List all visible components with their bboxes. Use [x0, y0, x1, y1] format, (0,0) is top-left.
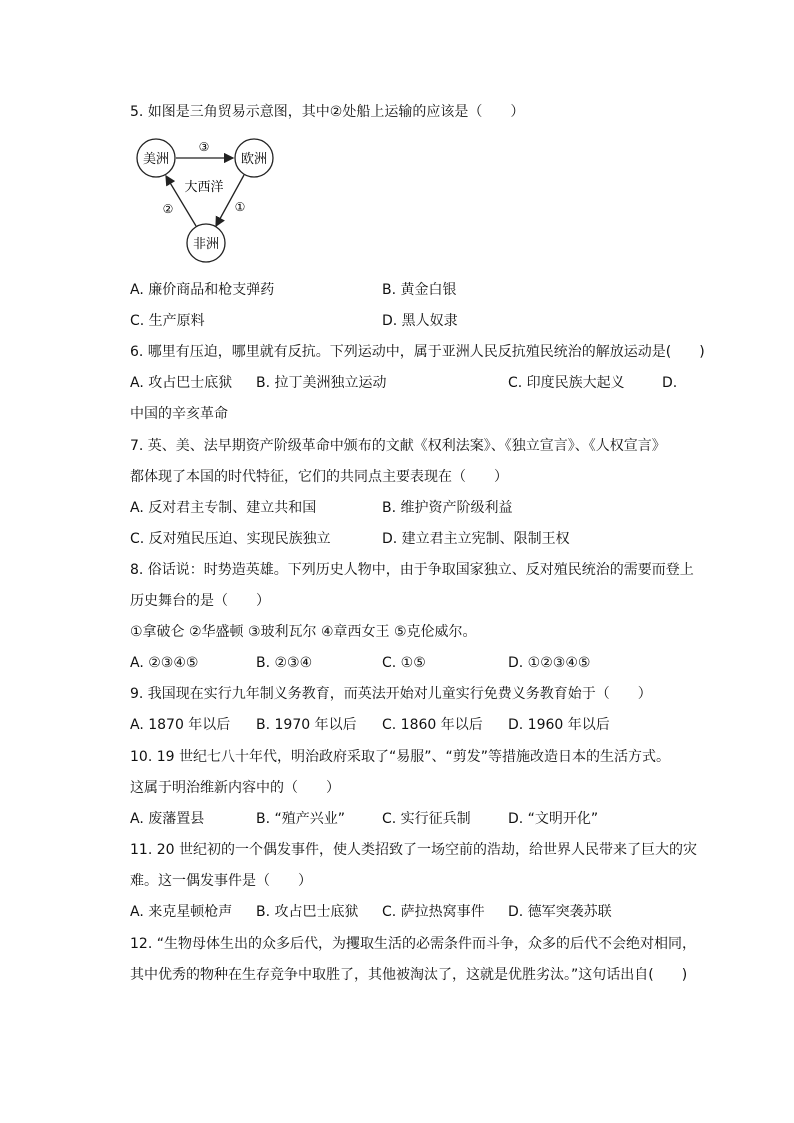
q11-stem-line1: 11. 20 世纪初的一个偶发事件，使人类招致了一场空前的浩劫，给世界人民带来了巨大的灾	[130, 842, 697, 858]
q9-option-a: A. 1870 年以后	[130, 717, 231, 733]
q7-option-c: C. 反对殖民压迫、实现民族独立	[130, 531, 331, 547]
q7-stem-line1: 7. 英、美、法早期资产阶级革命中颁布的文献《权利法案》、《独立宣言》、《人权宣言》	[130, 438, 666, 454]
q11-option-d: D. 德军突袭苏联	[508, 904, 612, 920]
q11-stem-line2: 难。这一偶发事件是（ ）	[130, 873, 312, 889]
q12-stem-line2: 其中优秀的物种在生存竞争中取胜了，其他被淘汰了，这就是优胜劣汰。”这句话出自( )	[130, 967, 688, 983]
q10-stem-line2: 这属于明治维新内容中的（ ）	[130, 780, 340, 796]
q6-option-b: B. 拉丁美洲独立运动	[256, 375, 387, 391]
route-label-1: ①	[234, 200, 246, 214]
q9-option-d: D. 1960 年以后	[508, 717, 610, 733]
q6-option-d-text: 中国的辛亥革命	[130, 406, 228, 422]
ocean-label: 大西洋	[184, 180, 224, 195]
q10-stem-line1: 10. 19 世纪七八十年代，明治政府采取了“易服”、“剪发”等措施改造日本的生活方式。	[130, 749, 670, 765]
q10-option-d: D. “文明开化”	[508, 811, 599, 827]
q7-option-d: D. 建立君主立宪制、限制王权	[382, 531, 570, 547]
q8-option-d: D. ①②③④⑤	[508, 655, 591, 671]
triangular-trade-diagram	[128, 135, 278, 265]
q11-option-b: B. 攻占巴士底狱	[256, 904, 359, 920]
q8-stem-line2: 历史舞台的是（ ）	[130, 593, 270, 609]
q12-stem-line1: 12. “生物母体生出的众多后代，为攫取生活的必需条件而斗争，众多的后代不会绝对相同，	[130, 936, 696, 952]
q11-option-c: C. 萨拉热窝事件	[382, 904, 485, 920]
q5-stem: 5. 如图是三角贸易示意图，其中②处船上运输的应该是（ ）	[130, 104, 525, 120]
q10-option-c: C. 实行征兵制	[382, 811, 471, 827]
q6-option-c: C. 印度民族大起义	[508, 375, 625, 391]
q7-option-b: B. 维护资产阶级利益	[382, 500, 513, 516]
q5-option-c: C. 生产原料	[130, 313, 205, 329]
q6-stem: 6. 哪里有压迫，哪里就有反抗。下列运动中，属于亚洲人民反抗殖民统治的解放运动是( )	[130, 344, 705, 360]
q9-option-c: C. 1860 年以后	[382, 717, 483, 733]
q5-option-b: B. 黄金白银	[382, 282, 457, 298]
q10-option-a: A. 废藩置县	[130, 811, 205, 827]
node-europe-label: 欧洲	[240, 152, 268, 167]
route-label-2: ②	[162, 202, 174, 216]
q7-stem-line2: 都体现了本国的时代特征，它们的共同点主要表现在（ ）	[130, 469, 508, 485]
q7-option-a: A. 反对君主专制、建立共和国	[130, 500, 317, 516]
q9-option-b: B. 1970 年以后	[256, 717, 357, 733]
q9-stem: 9. 我国现在实行九年制义务教育，而英法开始对儿童实行免费义务教育始于（ ）	[130, 686, 652, 702]
q8-stem-line1: 8. 俗话说：时势造英雄。下列历史人物中，由于争取国家独立、反对殖民统治的需要而登上	[130, 562, 694, 578]
q6-option-d: D.	[662, 375, 678, 391]
q10-option-b: B. “殖产兴业”	[256, 811, 346, 827]
q5-option-d: D. 黑人奴隶	[382, 313, 458, 329]
q8-option-c: C. ①⑤	[382, 655, 426, 671]
q8-items: ①拿破仑 ②华盛顿 ③玻利瓦尔 ④章西女王 ⑤克伦威尔。	[130, 624, 477, 640]
route-label-3: ③	[198, 140, 210, 154]
q8-option-b: B. ②③④	[256, 655, 313, 671]
q11-option-a: A. 来克星顿枪声	[130, 904, 233, 920]
q6-option-a: A. 攻占巴士底狱	[130, 375, 233, 391]
node-africa-label: 非洲	[192, 237, 220, 252]
node-america-label: 美洲	[142, 152, 170, 167]
q8-option-a: A. ②③④⑤	[130, 655, 199, 671]
q5-option-a: A. 廉价商品和枪支弹药	[130, 282, 275, 298]
